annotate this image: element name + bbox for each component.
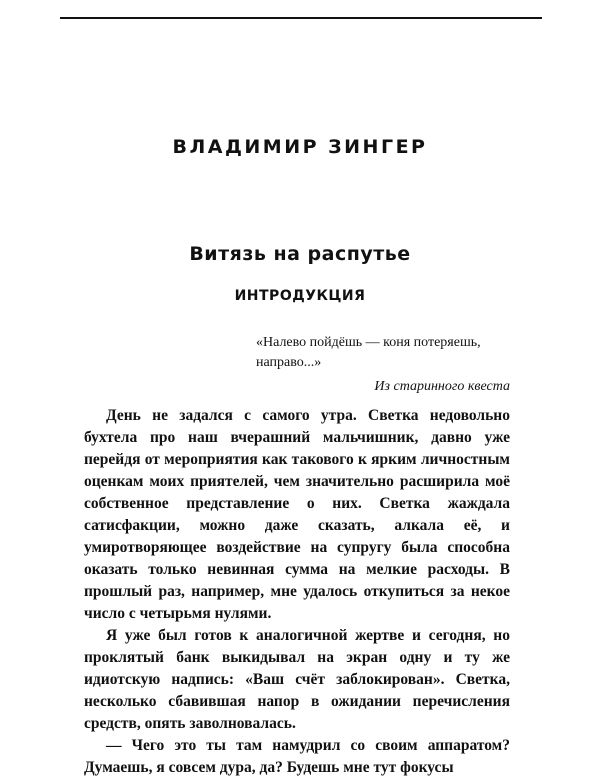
body-text (84, 405, 510, 779)
epigraph-quote: «Налево пойдёшь — коня потеряешь, направо...» (256, 335, 481, 370)
paragraph: Я уже был готов к аналогичной жертве и сегодня, но проклятый банк выкидывал на экран одну и ту же идиотскую надпись: «Ваш счёт заблокирован». Светка, несколько сбавившая напор в ожидании перечисления средств, опять заволновалась. (84, 627, 510, 732)
paragraph: — Чего это ты там намудрил со своим аппаратом? Думаешь, я совсем дура, да? Будешь мне тут фокусы (84, 737, 510, 776)
story-title: Витязь на распутье (189, 243, 411, 265)
section-heading: ИНТРОДУКЦИЯ (234, 288, 366, 304)
paragraph: День не задался с самого утра. Светка недовольно бухтела про наш вчерашний мальчишник, давно уже перейдя от мероприятия как такового к ярким личностным оценкам моих приятелей, чем значительно расширила моё собственное представление о них. Светка жаждала сатисфакции, можно даже сказать, алкала её, и умиротворяющее воздействие на супругу была способна оказать только невинная сумма на мелкие расходы. В прошлый раз, например, мне удалось откупиться за некое число с четырьмя нулями. (84, 407, 510, 622)
author-name: ВЛАДИМИР ЗИНГЕР (172, 136, 428, 158)
epigraph-source: Из старинного квеста (374, 379, 510, 394)
top-rule (60, 17, 542, 19)
epigraph (256, 333, 510, 397)
